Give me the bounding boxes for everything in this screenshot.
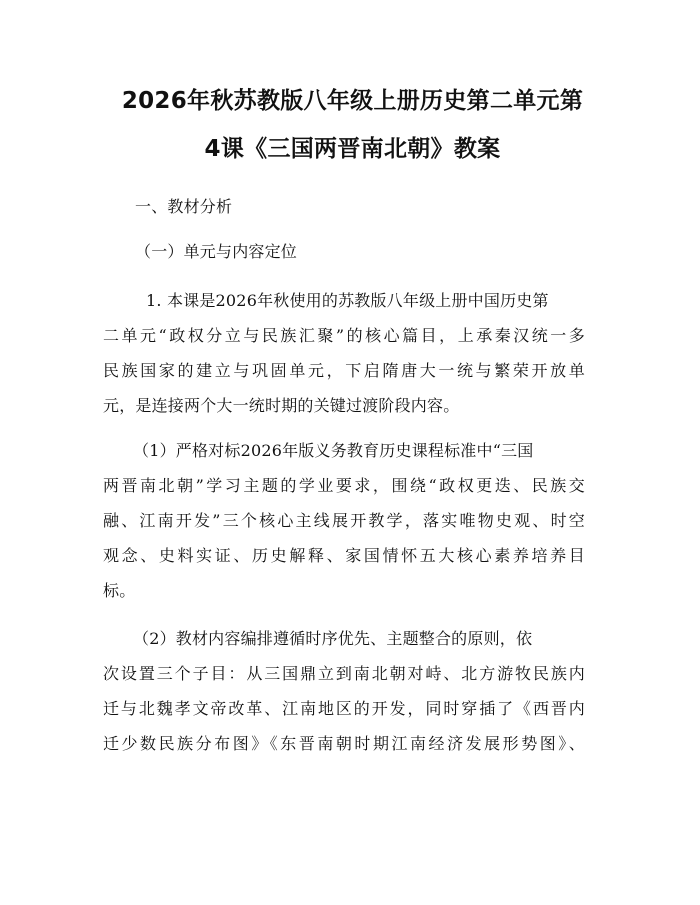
paragraph-1-line-2: 二单元“政权分立与民族汇聚”的核心篇目，上承秦汉统一多 (103, 326, 585, 345)
paragraph-3-line-2: 次设置三个子目：从三国鼎立到南北朝对峙、北方游牧民族内 (103, 664, 585, 683)
section-heading: 一、教材分析 (135, 197, 233, 216)
paragraph-2-line-1: （1）严格对标2026年版义务教育历史课程标准中“三国 (133, 441, 534, 460)
subsection-heading: （一）单元与内容定位 (135, 242, 298, 261)
paragraph-2-line-4: 观念、史料实证、历史解释、家国情怀五大核心素养培养目 (103, 546, 585, 565)
paragraph-1-line-1: 1. 本课是2026年秋使用的苏教版八年级上册中国历史第 (146, 291, 549, 310)
paragraph-1-line-3: 民族国家的建立与巩固单元，下启隋唐大一统与繁荣开放单 (103, 361, 585, 380)
paragraph-2-line-2: 两晋南北朝”学习主题的学业要求，围绕“政权更迭、民族交 (103, 476, 585, 495)
paragraph-2-line-3: 融、江南开发”三个核心主线展开教学，落实唯物史观、时空 (103, 511, 585, 530)
document-title-line-1: 2026年秋苏教版八年级上册历史第二单元第 (121, 88, 584, 114)
paragraph-3-line-4: 迁少数民族分布图》《东晋南朝时期江南经济发展形势图》、 (103, 734, 585, 753)
paragraph-3-line-3: 迁与北魏孝文帝改革、江南地区的开发，同时穿插了《西晋内 (103, 699, 585, 718)
paragraph-3-line-1: （2）教材内容编排遵循时序优先、主题整合的原则，依 (133, 629, 533, 648)
paragraph-2-line-5: 标。 (103, 581, 136, 600)
document-title-line-2: 4课《三国两晋南北朝》教案 (204, 136, 501, 162)
paragraph-1-line-4: 元，是连接两个大一统时期的关键过渡阶段内容。 (103, 396, 460, 415)
